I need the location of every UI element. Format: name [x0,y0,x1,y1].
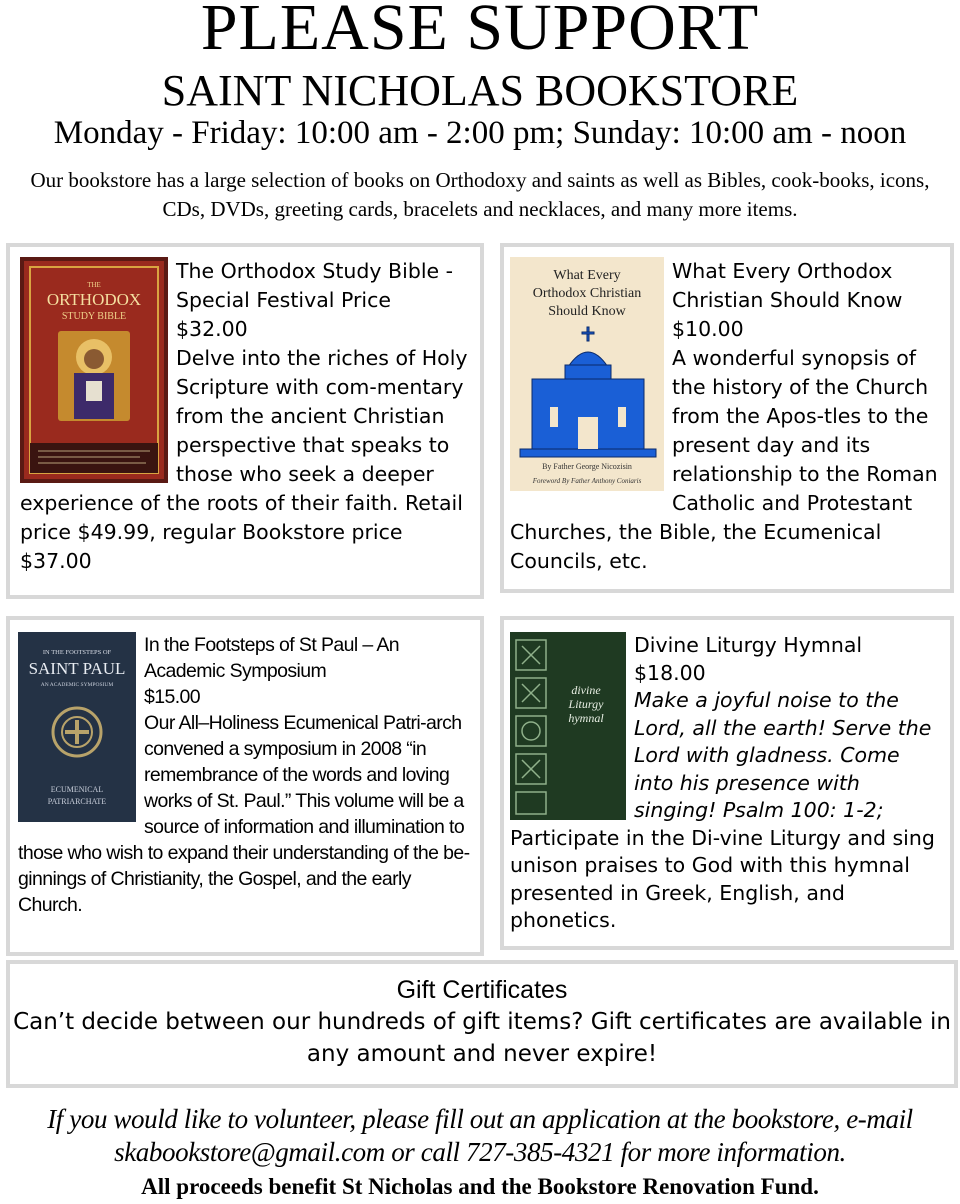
cover-text-what-every: What Every [553,268,621,283]
bookstore-name: SAINT NICHOLAS BOOKSTORE [161,66,799,115]
footsteps-st-paul-cover-image [18,632,136,822]
cover-text-should-know: Should Know [548,304,626,319]
product-price: $18.00 [634,660,706,685]
gift-certificates-text: Can’t decide between our hundreds of gift items? Gift certificates are available in any amount and never expire! [13,1009,951,1067]
gift-certificates-box [6,960,958,1088]
product-title: Divine Liturgy Hymnal [634,633,863,657]
cover-foreword: Foreword By Father Anthony Coniaris [532,477,642,485]
product-card-divine-liturgy-hymnal [500,616,954,950]
cover-text-patriarchate: PATRIARCHATE [47,797,107,806]
page-title: PLEASE SUPPORT [200,0,760,64]
cover-text-orthodox: ORTHODOX [46,290,142,309]
store-hours: Monday - Friday: 10:00 am - 2:00 pm; Sunday: 10:00 am - noon [53,115,907,151]
what-every-orthodox-cover-image [510,257,664,491]
divine-liturgy-hymnal-cover-image [510,632,626,820]
cover-text-saint-paul: SAINT PAUL [28,659,126,678]
psalm-quote: Make a joyful noise to the Lord, all the earth! Serve the Lord with gladness. Come into his presence with singing! Psalm 100: 1-2; [634,688,932,822]
cover-text-orthodox-christian: Orthodox Christian [532,286,642,301]
product-description: Delve into the riches of Holy Scripture with com-mentary from the ancient Christian perspective that speaks to those who seek a deeper experience of the roots of their faith. Retail price $49.99, regular Bookstore price $37.00 [20,346,468,573]
cover-text-liturgy: Liturgy [568,697,604,711]
product-title: The Orthodox Study Bible - Special Festival Price [176,259,454,312]
cover-text-ecumenical: ECUMENICAL [50,785,104,794]
cover-text-symposium: AN ACADEMIC SYMPOSIUM [40,682,114,688]
gift-certificates-title: Gift Certificates [396,976,568,1004]
cover-text-study-bible: STUDY BIBLE [61,311,127,322]
cover-text-the: THE [87,281,101,289]
cover-author: By Father George Nicozisin [542,462,632,471]
cover-text-divine: divine [571,683,601,697]
product-card-footsteps-st-paul [6,616,484,956]
cover-text-hymnal: hymnal [568,711,604,725]
intro-text: Our bookstore has a large selection of books on Orthodoxy and saints as well as Bibles, cook-books, icons, CDs, DVDs, greeting cards, bracelets and necklaces, and many more items. [30,168,930,221]
product-price: $15.00 [144,686,201,708]
proceeds-text: All proceeds benefit St Nicholas and the Bookstore Renovation Fund. [141,1174,819,1199]
product-card-study-bible [6,243,484,599]
cover-text-footsteps: IN THE FOOTSTEPS OF [42,649,112,656]
product-description: Participate in the Di-vine Liturgy and sing unison praises to God with this hymnal presented in Greek, English, and phonetics. [510,825,935,932]
study-bible-cover-image [20,257,168,483]
product-title: In the Footsteps of St Paul – An Academic Symposium [144,634,400,682]
volunteer-text: If you would like to volunteer, please fill out an application at the bookstore, e-mail skabookstore@gmail.com or call 727-385-4321 for more information. [47,1104,913,1167]
product-description: A wonderful synopsis of the history of the Church from the Apos-tles to the present day and its relationship to the Roman Catholic and Protestant Churches, the Bible, the Ecumenical Councils, etc. [510,346,938,573]
product-description: Our All–Holiness Ecumenical Patri-arch convened a symposium in 2008 “in remembrance of the words and loving works of St. Paul.” This volume will be a source of information and illumination to those who wish to expand their understanding of the be-ginnings of Christianity, the Gospel, and the early Church. [18,712,470,916]
product-title: What Every Orthodox Christian Should Know $10.00 [672,259,903,341]
product-price: $32.00 [176,317,248,341]
product-card-what-every-orthodox [500,243,954,593]
